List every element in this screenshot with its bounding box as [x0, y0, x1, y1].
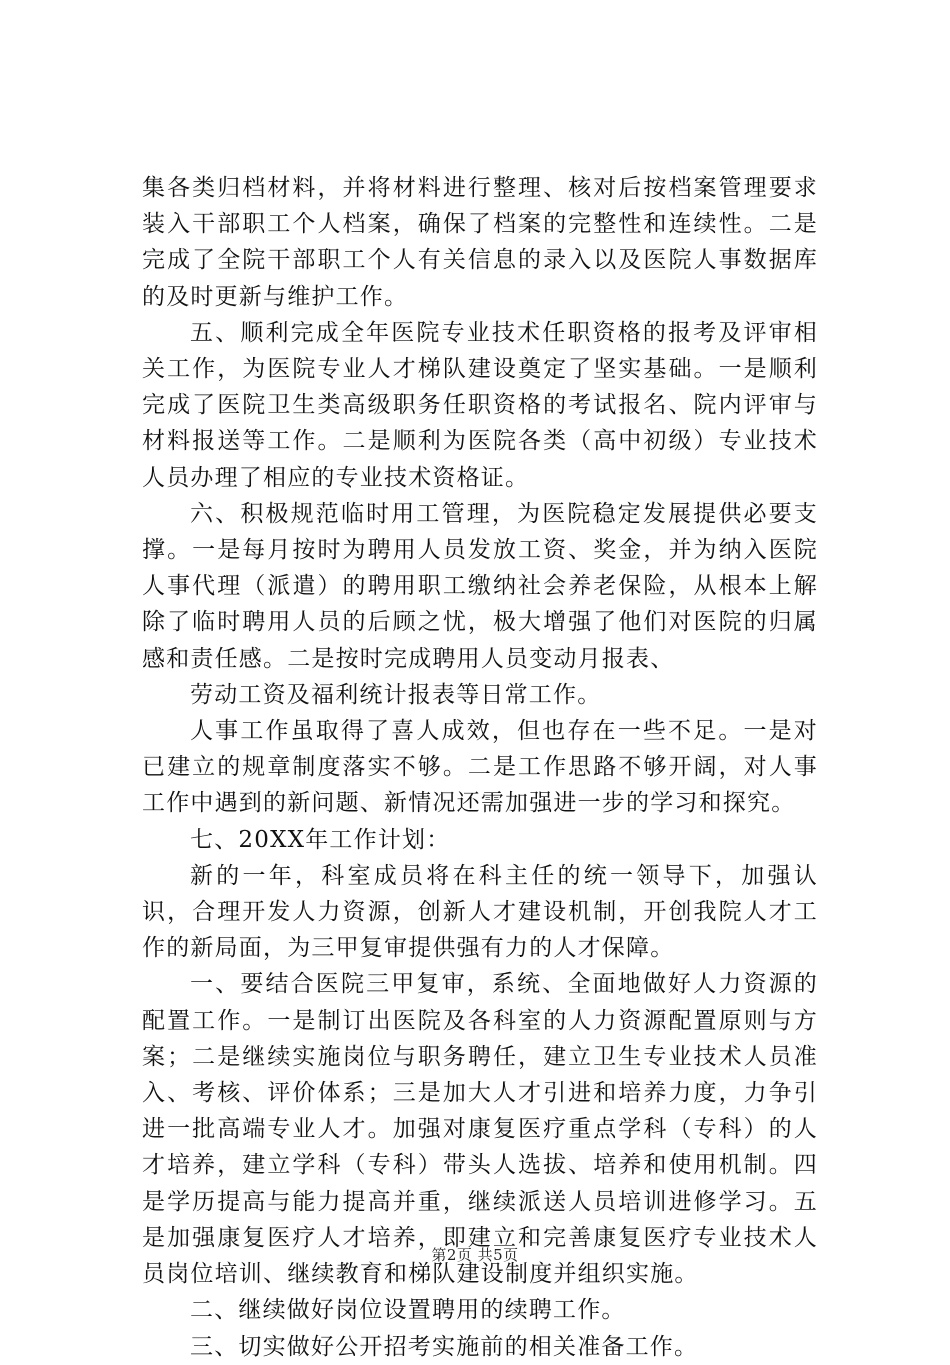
page-number-footer: 第2页 共5页: [431, 1246, 519, 1264]
paragraph: 二、继续做好岗位设置聘用的续聘工作。: [190, 1297, 626, 1324]
paragraph: 新的一年，科室成员将在科主任的统一领导下，加强认识，合理开发人力资源，创新人才建设机制，开创我院人才工作的新局面，为三甲复审提供强有力的人才保障。: [142, 862, 818, 962]
paragraph: 三、切实做好公开招考实施前的相关准备工作。: [190, 1333, 699, 1360]
paragraph: 六、积极规范临时用工管理，为医院稳定发展提供必要支撑。一是每月按时为聘用人员发放工资、奖金，并为纳入医院人事代理（派遣）的聘用职工缴纳社会养老保险，从根本上解除了临时聘用人员的后顾之忧，极大增强了他们对医院的归属感和责任感。二是按时完成聘用人员变动月报表、: [142, 500, 818, 672]
paragraph: 劳动工资及福利统计报表等日常工作。: [190, 681, 602, 708]
section-heading: 七、20XX年工作计划：: [190, 826, 451, 853]
paragraph: 一、要结合医院三甲复审，系统、全面地做好人力资源的配置工作。一是制订出医院及各科室的人力资源配置原则与方案；二是继续实施岗位与职务聘任，建立卫生专业技术人员准入、考核、评价体系；三是加大人才引进和培养力度，力争引进一批高端专业人才。加强对康复医疗重点学科（专科）的人才培养，建立学科（专科）带头人选拔、培养和使用机制。四是学历提高与能力提高并重，继续派送人员培训进修学习。五是加强康复医疗人才培养，即建立和完善康复医疗专业技术人员岗位培训、继续教育和梯队建设制度并组织实施。: [142, 971, 818, 1288]
paragraph: 人事工作虽取得了喜人成效，但也存在一些不足。一是对已建立的规章制度落实不够。二是工作思路不够开阔，对人事工作中遇到的新问题、新情况还需加强进一步的学习和探究。: [142, 718, 818, 817]
paragraph: 五、顺利完成全年医院专业技术任职资格的报考及评审相关工作，为医院专业人才梯队建设奠定了坚实基础。一是顺利完成了医院卫生类高级职务任职资格的考试报名、院内评审与材料报送等工作。二是顺利为医院各类（高中初级）专业技术人员办理了相应的专业技术资格证。: [142, 319, 818, 491]
document-body: [142, 170, 818, 1365]
paragraph: 集各类归档材料，并将材料进行整理、核对后按档案管理要求装入干部职工个人档案，确保了档案的完整性和连续性。二是完成了全院干部职工个人有关信息的录入以及医院人事数据库的及时更新与维护工作。: [142, 175, 818, 310]
